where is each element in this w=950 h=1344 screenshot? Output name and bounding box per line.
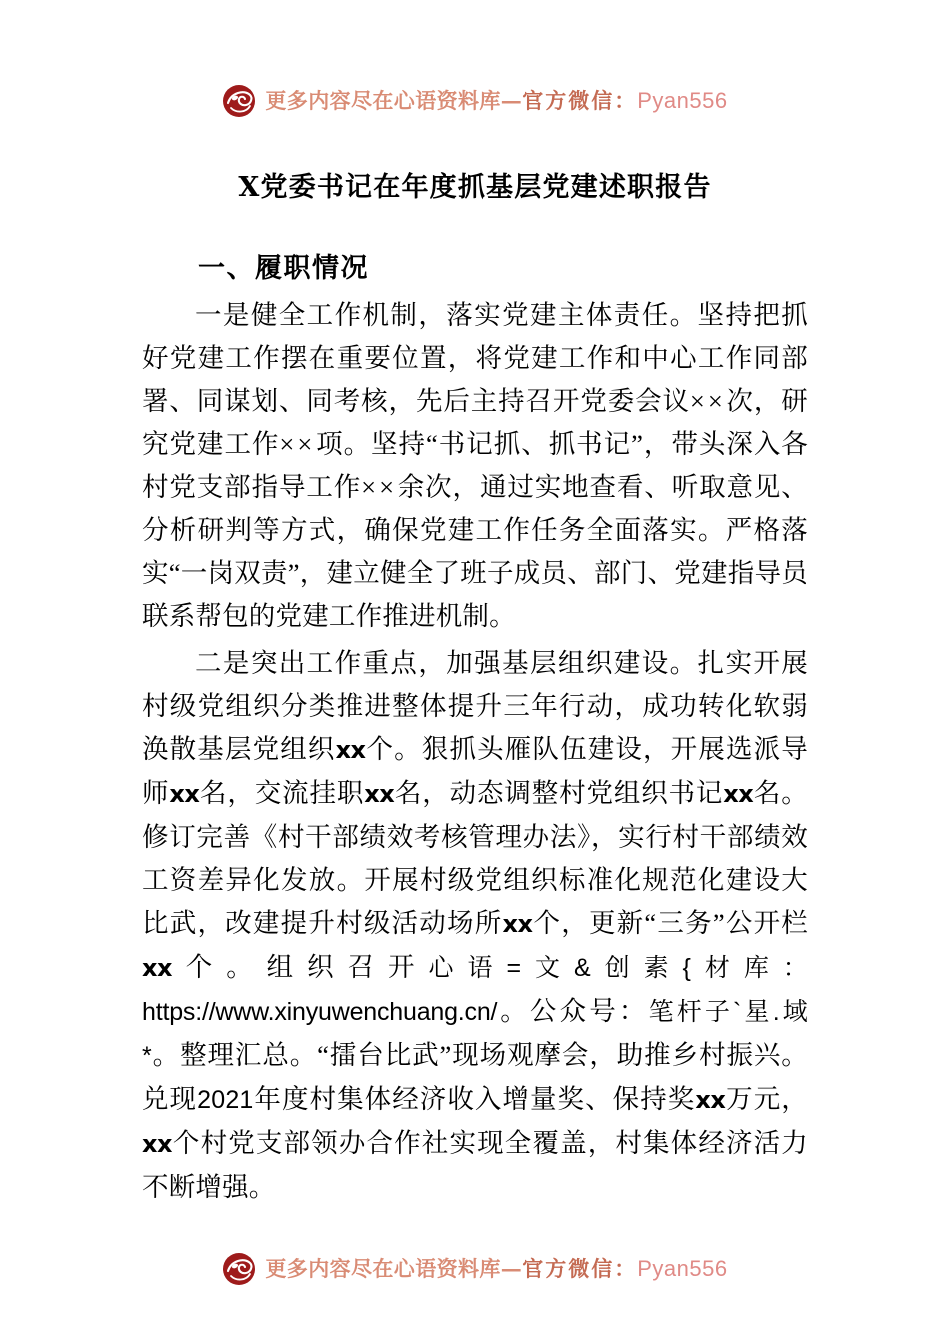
text-run-xx: xx <box>723 779 754 808</box>
paragraph-2 <box>142 642 808 1209</box>
footer-watermark <box>0 1252 950 1286</box>
text-run-text: 个村党支部领办合作社实现全覆盖，村集体经济活力不断增强。 <box>142 1127 808 1202</box>
page-title: X党委书记在年度抓基层党建述职报告 <box>238 172 712 203</box>
text-run-promo: 笔杆子`星.域* <box>142 997 809 1070</box>
text-run-text: 余次，通过实地查看、听取意见、分析研判等方式，确保党建工作任务全面落实。严格落实“一岗双责”，建立健全了班子成员、部门、党建指导员联系帮包的党建工作推进机制。 <box>142 471 808 631</box>
paragraph-1 <box>142 294 808 638</box>
spiral-seal-logo-icon <box>222 1252 256 1286</box>
text-run-xx: xx <box>335 735 366 764</box>
watermark-label-wechat: 官方微信： <box>522 88 638 113</box>
watermark-wechat-id: Pyan556 <box>637 1256 728 1281</box>
text-run-promo: 心语=文&创素{材库： <box>428 953 809 982</box>
text-run-text: 名。修订完善《村干部绩效考核管理办法》，实行村干部绩效工资差异化发放。开展村级党组织标准化规范化建设大比武，改建提升村级活动场所 <box>142 777 809 938</box>
watermark-label-main: 更多内容尽在心语资料库— <box>265 88 523 113</box>
text-run-text: 二是突出工作重点，加强基层组织建设。扎实开展村级党组织分类推进整体提升三年行动，成功转化软弱涣散基层党组织 <box>142 647 808 764</box>
watermark-label-wechat: 官方微信： <box>522 1256 638 1281</box>
text-run-text: 项。坚持“书记抓、抓书记”，带头深入各村党支部指导工作 <box>142 428 809 502</box>
text-run-text: 。公众号： <box>497 995 649 1026</box>
text-run-xx: xx <box>695 1085 726 1114</box>
text-run-text: 。整理汇总。“擂台比武”现场观摩会，助推乡村振兴。兑现 <box>142 1039 808 1114</box>
text-run-text: 年度村集体经济收入增量奖、保持奖 <box>253 1083 696 1114</box>
text-run-text: 一是健全工作机制，落实党建主体责任。坚持把抓好党建工作摆在重要位置，将党建工作和中心工作同部署、同谋划、同考核，先后主持召开党委会议 <box>142 299 808 416</box>
text-run-num: 2021 <box>197 1085 254 1114</box>
text-run-mx: ×× <box>361 471 398 502</box>
text-run-promo-url: https://www.xinyuwenchuang.cn/ <box>142 997 498 1026</box>
spiral-seal-logo-icon <box>222 84 256 118</box>
text-run-xx: xx <box>364 779 395 808</box>
header-watermark-text <box>265 90 727 112</box>
text-run-text: 名，交流挂职 <box>199 777 365 808</box>
text-run-text: 万元， <box>725 1083 808 1114</box>
text-run-xx: xx <box>142 1129 172 1158</box>
text-run-text: 次，研究党建工作 <box>142 385 808 459</box>
text-run-xx: xx <box>502 909 533 938</box>
text-run-mx: ×× <box>689 385 726 416</box>
text-run-xx: xx <box>169 779 200 808</box>
header-watermark <box>0 0 950 118</box>
text-run-mx: ×× <box>279 428 316 459</box>
text-run-text: 个。狠抓头雁队伍建设，开展选派导师 <box>142 733 808 808</box>
text-run-text: 个，更新“三务”公开栏 <box>532 907 808 938</box>
watermark-label-main: 更多内容尽在心语资料库— <box>265 1256 523 1281</box>
section-heading-1: 一、履职情况 <box>198 253 369 285</box>
text-run-text: 名，动态调整村党组织书记 <box>394 777 724 808</box>
document-body <box>0 170 950 1209</box>
text-run-text: 个。组织召开 <box>171 951 429 982</box>
watermark-wechat-id: Pyan556 <box>637 88 728 113</box>
text-run-xx: xx <box>142 953 172 982</box>
footer-watermark-text <box>265 1258 727 1280</box>
